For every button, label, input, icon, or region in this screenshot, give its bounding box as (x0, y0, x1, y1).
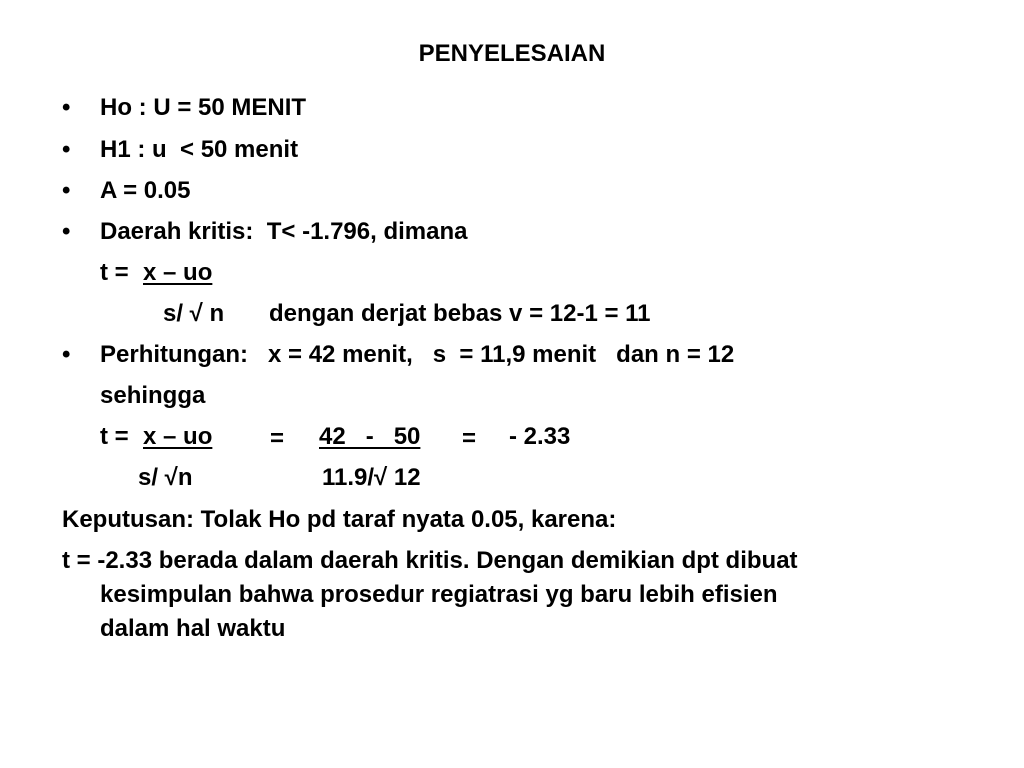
slide-title: PENYELESAIAN (418, 40, 606, 67)
significance-level: A = 0.05 (100, 177, 191, 204)
formula1-numerator: x – uo (143, 259, 213, 286)
formula2-equals-1: = (270, 425, 285, 452)
formula1-denominator: s/ √ n (163, 300, 225, 327)
bullet-icon: • (62, 341, 71, 368)
formula2-equals-2: = (462, 425, 477, 452)
conclusion-line-1: t = -2.33 berada dalam daerah kritis. Dengan demikian dpt dibuat (62, 547, 798, 574)
formula2-numerator: x – uo (143, 423, 213, 450)
conclusion-line-3: dalam hal waktu (100, 615, 286, 642)
sehingga-text: sehingga (100, 382, 206, 409)
hypothesis-null: Ho : U = 50 MENIT (100, 94, 307, 121)
formula2-denominator: s/ √n (138, 464, 193, 491)
hypothesis-alternative: H1 : u < 50 menit (100, 136, 299, 163)
decision-text: Keputusan: Tolak Ho pd taraf nyata 0.05, karena: (62, 506, 617, 533)
formula2-numerator-values: 42 - 50 (319, 423, 421, 450)
bullet-icon: • (62, 218, 71, 245)
formula1-lhs: t = (100, 259, 136, 286)
bullet-icon: • (62, 94, 71, 121)
bullet-icon: • (62, 177, 71, 204)
degrees-of-freedom-note: dengan derjat bebas v = 12-1 = 11 (269, 300, 651, 327)
bullet-icon: • (62, 136, 71, 163)
formula2-denominator-values: 11.9/√ 12 (322, 464, 421, 491)
calculation-line: Perhitungan: x = 42 menit, s = 11,9 menit dan n = 12 (100, 341, 735, 368)
formula2-lhs: t = (100, 423, 136, 450)
critical-region: Daerah kritis: T< -1.796, dimana (100, 218, 468, 245)
formula2-result: - 2.33 (509, 423, 571, 450)
conclusion-line-2: kesimpulan bahwa prosedur regiatrasi yg baru lebih efisien (100, 581, 778, 608)
